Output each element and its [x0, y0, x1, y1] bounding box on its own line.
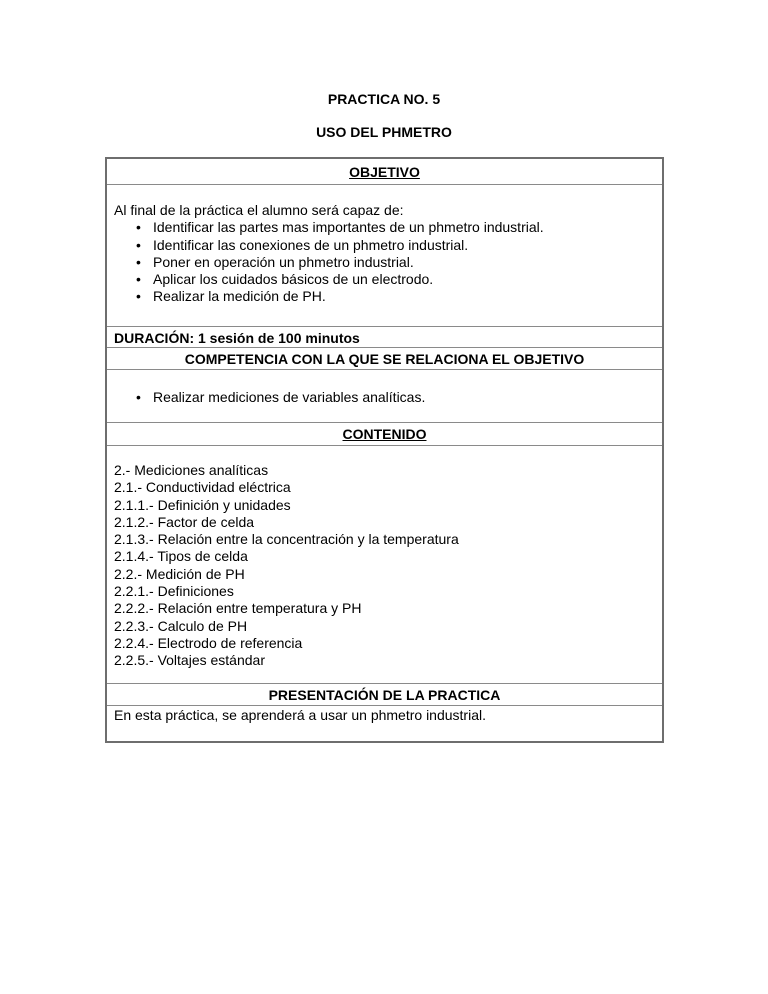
competencia-section	[107, 370, 662, 423]
contenido-line: 2.1.1.- Definición y unidades	[114, 496, 291, 513]
contenido-line: 2.2.5.- Voltajes estándar	[114, 652, 265, 669]
contenido-section	[107, 446, 662, 684]
practice-table	[105, 157, 664, 743]
contenido-line: 2.2.2.- Relación entre temperatura y PH	[114, 600, 362, 617]
document-subtitle: USO DEL PHMETRO	[316, 124, 452, 140]
objetivo-heading: OBJETIVO	[107, 159, 662, 185]
objetivo-item: • Identificar las partes mas importantes de un phmetro industrial.	[107, 219, 662, 236]
duracion-label: DURACIÓN: 1 sesión de 100 minutos	[107, 327, 662, 348]
objetivo-item: • Aplicar los cuidados básicos de un electrodo.	[107, 271, 662, 288]
presentacion-heading: PRESENTACIÓN DE LA PRACTICA	[107, 684, 662, 706]
objetivo-item: • Identificar las conexiones de un phmetro industrial.	[107, 237, 662, 254]
presentacion-text: En esta práctica, se aprenderá a usar un phmetro industrial.	[114, 707, 486, 723]
competencia-item: • Realizar mediciones de variables analíticas.	[107, 389, 662, 406]
competencia-list	[107, 389, 662, 406]
objetivo-list	[107, 219, 662, 305]
competencia-heading: COMPETENCIA CON LA QUE SE RELACIONA EL OBJETIVO	[107, 348, 662, 370]
contenido-line: 2.2.3.- Calculo de PH	[114, 617, 248, 634]
contenido-line: 2.2.4.- Electrodo de referencia	[114, 634, 303, 651]
contenido-line: 2.1.3.- Relación entre la concentración y la temperatura	[114, 531, 459, 548]
contenido-line: 2.2.- Medición de PH	[114, 565, 245, 582]
objetivo-intro: Al final de la práctica el alumno será capaz de:	[114, 202, 404, 218]
objetivo-item: • Poner en operación un phmetro industrial.	[107, 254, 662, 271]
contenido-line: 2.1.2.- Factor de celda	[114, 513, 255, 530]
contenido-heading: CONTENIDO	[107, 423, 662, 446]
objetivo-item: • Realizar la medición de PH.	[107, 288, 662, 305]
contenido-line: 2.1.- Conductividad eléctrica	[114, 479, 291, 496]
document-title: PRACTICA NO. 5	[327, 91, 441, 107]
contenido-line: 2.1.4.- Tipos de celda	[114, 548, 248, 565]
contenido-line: 2.- Mediciones analíticas	[114, 462, 269, 478]
contenido-line: 2.2.1.- Definiciones	[114, 583, 234, 600]
objetivo-section	[107, 185, 662, 327]
